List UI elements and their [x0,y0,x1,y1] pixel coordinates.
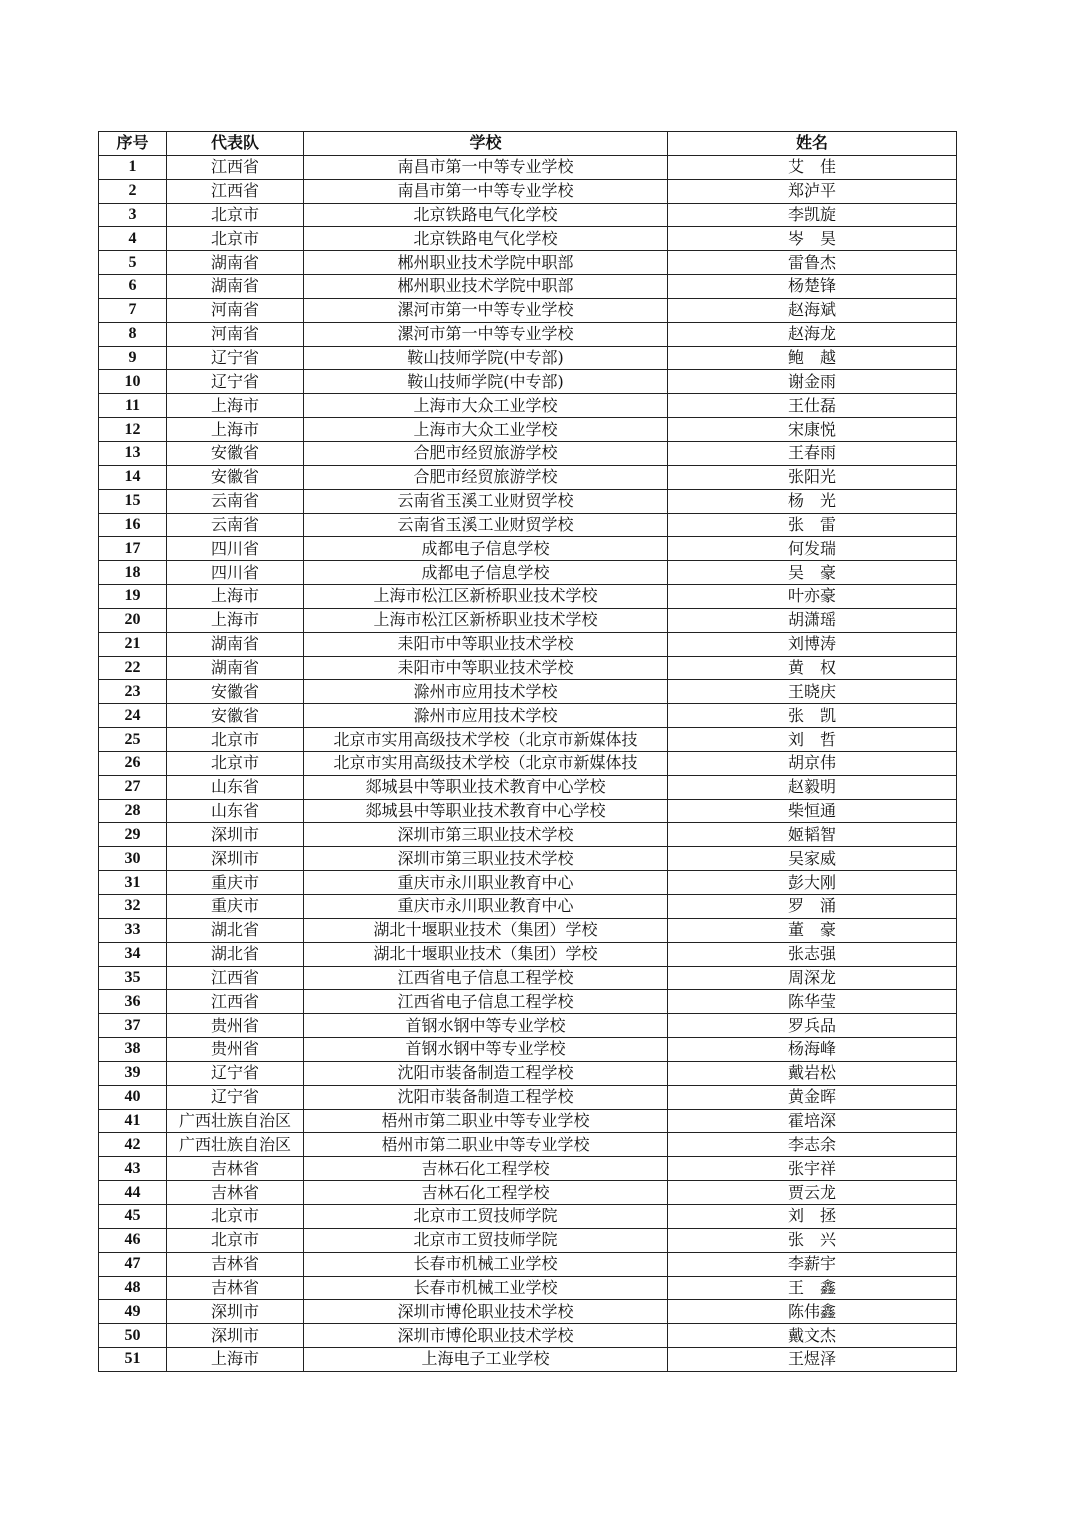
cell-name: 陈伟鑫 [668,1300,957,1324]
cell-number: 6 [99,275,167,299]
table-row [99,751,957,775]
cell-team: 北京市 [167,728,304,752]
table-row [99,680,957,704]
cell-team: 上海市 [167,608,304,632]
cell-name: 岑 昊 [668,227,957,251]
table-row [99,1204,957,1228]
cell-school: 滁州市应用技术学校 [304,704,668,728]
cell-number: 48 [99,1276,167,1300]
cell-number: 26 [99,751,167,775]
cell-school: 吉林石化工程学校 [304,1157,668,1181]
cell-team: 湖南省 [167,632,304,656]
cell-name: 宋康悦 [668,418,957,442]
cell-name: 雷鲁杰 [668,251,957,275]
cell-team: 江西省 [167,966,304,990]
cell-name: 罗兵品 [668,1014,957,1038]
table-row [99,775,957,799]
cell-number: 22 [99,656,167,680]
cell-number: 49 [99,1300,167,1324]
table-row [99,561,957,585]
table-row [99,1300,957,1324]
cell-team: 深圳市 [167,1300,304,1324]
cell-school: 重庆市永川职业教育中心 [304,871,668,895]
table-row [99,990,957,1014]
cell-name: 彭大刚 [668,871,957,895]
cell-team: 贵州省 [167,1038,304,1062]
cell-number: 8 [99,322,167,346]
cell-number: 17 [99,537,167,561]
header-number: 序号 [99,132,167,156]
cell-school: 长春市机械工业学校 [304,1252,668,1276]
table-row [99,251,957,275]
table-row [99,847,957,871]
cell-name: 吴家威 [668,847,957,871]
cell-number: 38 [99,1038,167,1062]
cell-number: 35 [99,966,167,990]
cell-number: 13 [99,441,167,465]
table-row [99,895,957,919]
cell-team: 河南省 [167,322,304,346]
table-row [99,275,957,299]
cell-name: 张阳光 [668,465,957,489]
cell-name: 戴文杰 [668,1324,957,1348]
cell-school: 北京市实用高级技术学校（北京市新媒体技 [304,728,668,752]
table-row [99,799,957,823]
table-row [99,394,957,418]
cell-name: 郑泸平 [668,179,957,203]
cell-team: 江西省 [167,155,304,179]
cell-number: 14 [99,465,167,489]
cell-number: 5 [99,251,167,275]
cell-team: 安徽省 [167,465,304,489]
cell-school: 北京市实用高级技术学校（北京市新媒体技 [304,751,668,775]
cell-name: 王仕磊 [668,394,957,418]
cell-number: 20 [99,608,167,632]
cell-number: 30 [99,847,167,871]
cell-number: 31 [99,871,167,895]
cell-number: 19 [99,585,167,609]
cell-name: 杨海峰 [668,1038,957,1062]
cell-number: 25 [99,728,167,752]
cell-team: 上海市 [167,585,304,609]
cell-school: 深圳市博伦职业技术学校 [304,1300,668,1324]
cell-number: 18 [99,561,167,585]
cell-number: 41 [99,1109,167,1133]
cell-school: 上海市松江区新桥职业技术学校 [304,608,668,632]
cell-number: 11 [99,394,167,418]
table-row [99,537,957,561]
cell-school: 沈阳市装备制造工程学校 [304,1061,668,1085]
cell-school: 云南省玉溪工业财贸学校 [304,513,668,537]
table-row [99,608,957,632]
cell-name: 李志余 [668,1133,957,1157]
cell-school: 郯城县中等职业技术教育中心学校 [304,799,668,823]
cell-school: 首钢水钢中等专业学校 [304,1038,668,1062]
cell-number: 4 [99,227,167,251]
table-body [99,155,957,1371]
cell-team: 江西省 [167,179,304,203]
cell-school: 梧州市第二职业中等专业学校 [304,1109,668,1133]
cell-team: 安徽省 [167,704,304,728]
cell-name: 周深龙 [668,966,957,990]
cell-school: 沈阳市装备制造工程学校 [304,1085,668,1109]
cell-school: 吉林石化工程学校 [304,1181,668,1205]
cell-number: 36 [99,990,167,1014]
cell-name: 叶亦豪 [668,585,957,609]
cell-number: 44 [99,1181,167,1205]
cell-name: 黄 权 [668,656,957,680]
cell-number: 29 [99,823,167,847]
table-header-row [99,132,957,156]
table-row [99,298,957,322]
cell-name: 赵毅明 [668,775,957,799]
cell-name: 刘 拯 [668,1204,957,1228]
cell-name: 李薪宇 [668,1252,957,1276]
table-row [99,585,957,609]
cell-name: 柴恒通 [668,799,957,823]
cell-name: 张 雷 [668,513,957,537]
cell-name: 赵海斌 [668,298,957,322]
roster-sheet [98,131,956,1372]
table-row [99,1252,957,1276]
cell-school: 鞍山技师学院(中专部) [304,370,668,394]
cell-team: 吉林省 [167,1252,304,1276]
cell-team: 江西省 [167,990,304,1014]
cell-team: 重庆市 [167,895,304,919]
cell-team: 四川省 [167,537,304,561]
cell-school: 郯城县中等职业技术教育中心学校 [304,775,668,799]
table-row [99,728,957,752]
cell-team: 北京市 [167,1228,304,1252]
table-row [99,918,957,942]
cell-team: 北京市 [167,227,304,251]
cell-school: 湖北十堰职业技术（集团）学校 [304,918,668,942]
cell-team: 上海市 [167,418,304,442]
cell-name: 谢金雨 [668,370,957,394]
table-row [99,370,957,394]
cell-name: 李凯旋 [668,203,957,227]
cell-school: 北京铁路电气化学校 [304,227,668,251]
table-row [99,1109,957,1133]
table-row [99,1061,957,1085]
cell-school: 合肥市经贸旅游学校 [304,465,668,489]
table-row [99,704,957,728]
cell-number: 3 [99,203,167,227]
table-row [99,1228,957,1252]
cell-team: 湖北省 [167,942,304,966]
cell-number: 37 [99,1014,167,1038]
header-name: 姓名 [668,132,957,156]
table-row [99,346,957,370]
cell-team: 云南省 [167,513,304,537]
cell-team: 深圳市 [167,823,304,847]
cell-team: 河南省 [167,298,304,322]
table-row [99,441,957,465]
cell-name: 黄金晖 [668,1085,957,1109]
cell-team: 辽宁省 [167,346,304,370]
cell-school: 深圳市第三职业技术学校 [304,823,668,847]
cell-name: 刘 哲 [668,728,957,752]
cell-school: 云南省玉溪工业财贸学校 [304,489,668,513]
cell-school: 北京市工贸技师学院 [304,1228,668,1252]
cell-school: 成都电子信息学校 [304,561,668,585]
table-row [99,656,957,680]
cell-school: 江西省电子信息工程学校 [304,966,668,990]
participant-table [98,131,957,1372]
cell-name: 何发瑞 [668,537,957,561]
table-row [99,322,957,346]
cell-name: 吴 豪 [668,561,957,585]
cell-team: 重庆市 [167,871,304,895]
cell-number: 10 [99,370,167,394]
cell-team: 广西壮族自治区 [167,1133,304,1157]
cell-school: 滁州市应用技术学校 [304,680,668,704]
cell-number: 42 [99,1133,167,1157]
table-row [99,1181,957,1205]
cell-name: 张 兴 [668,1228,957,1252]
cell-number: 43 [99,1157,167,1181]
cell-name: 王 鑫 [668,1276,957,1300]
table-row [99,632,957,656]
cell-team: 安徽省 [167,441,304,465]
cell-name: 杨楚锋 [668,275,957,299]
cell-school: 上海市松江区新桥职业技术学校 [304,585,668,609]
cell-number: 33 [99,918,167,942]
cell-team: 辽宁省 [167,370,304,394]
table-row [99,465,957,489]
cell-school: 梧州市第二职业中等专业学校 [304,1133,668,1157]
cell-school: 上海市大众工业学校 [304,394,668,418]
cell-name: 霍培深 [668,1109,957,1133]
cell-number: 28 [99,799,167,823]
header-team: 代表队 [167,132,304,156]
table-row [99,871,957,895]
cell-team: 云南省 [167,489,304,513]
cell-team: 贵州省 [167,1014,304,1038]
cell-team: 湖南省 [167,656,304,680]
cell-name: 张宇祥 [668,1157,957,1181]
cell-school: 北京市工贸技师学院 [304,1204,668,1228]
cell-school: 南昌市第一中等专业学校 [304,179,668,203]
cell-number: 50 [99,1324,167,1348]
cell-team: 山东省 [167,775,304,799]
table-row [99,823,957,847]
cell-number: 21 [99,632,167,656]
cell-school: 上海市大众工业学校 [304,418,668,442]
cell-number: 15 [99,489,167,513]
cell-number: 32 [99,895,167,919]
header-school: 学校 [304,132,668,156]
cell-team: 辽宁省 [167,1085,304,1109]
cell-number: 24 [99,704,167,728]
cell-name: 姬韬智 [668,823,957,847]
cell-name: 王煜泽 [668,1348,957,1372]
cell-team: 吉林省 [167,1276,304,1300]
cell-name: 戴岩松 [668,1061,957,1085]
cell-number: 47 [99,1252,167,1276]
cell-school: 北京铁路电气化学校 [304,203,668,227]
cell-number: 12 [99,418,167,442]
table-row [99,942,957,966]
cell-team: 上海市 [167,394,304,418]
cell-number: 34 [99,942,167,966]
table-row [99,1276,957,1300]
cell-school: 合肥市经贸旅游学校 [304,441,668,465]
cell-name: 胡京伟 [668,751,957,775]
table-row [99,179,957,203]
cell-number: 1 [99,155,167,179]
cell-school: 深圳市第三职业技术学校 [304,847,668,871]
cell-team: 北京市 [167,1204,304,1228]
cell-team: 辽宁省 [167,1061,304,1085]
cell-name: 罗 涌 [668,895,957,919]
cell-team: 山东省 [167,799,304,823]
cell-school: 江西省电子信息工程学校 [304,990,668,1014]
table-row [99,1324,957,1348]
cell-school: 耒阳市中等职业技术学校 [304,632,668,656]
cell-team: 北京市 [167,203,304,227]
cell-school: 南昌市第一中等专业学校 [304,155,668,179]
table-row [99,1133,957,1157]
cell-name: 艾 佳 [668,155,957,179]
cell-number: 27 [99,775,167,799]
cell-team: 安徽省 [167,680,304,704]
cell-team: 湖北省 [167,918,304,942]
cell-name: 陈华莹 [668,990,957,1014]
table-row [99,1348,957,1372]
cell-school: 漯河市第一中等专业学校 [304,298,668,322]
cell-school: 长春市机械工业学校 [304,1276,668,1300]
cell-school: 上海电子工业学校 [304,1348,668,1372]
cell-name: 赵海龙 [668,322,957,346]
cell-name: 张 凯 [668,704,957,728]
cell-team: 上海市 [167,1348,304,1372]
cell-school: 深圳市博伦职业技术学校 [304,1324,668,1348]
cell-number: 9 [99,346,167,370]
cell-school: 鞍山技师学院(中专部) [304,346,668,370]
cell-number: 2 [99,179,167,203]
cell-name: 刘博涛 [668,632,957,656]
table-row [99,155,957,179]
table-row [99,227,957,251]
cell-school: 首钢水钢中等专业学校 [304,1014,668,1038]
table-row [99,966,957,990]
cell-school: 郴州职业技术学院中职部 [304,275,668,299]
cell-team: 深圳市 [167,847,304,871]
cell-number: 39 [99,1061,167,1085]
cell-school: 重庆市永川职业教育中心 [304,895,668,919]
table-row [99,1157,957,1181]
table-row [99,203,957,227]
cell-team: 吉林省 [167,1181,304,1205]
table-row [99,1014,957,1038]
cell-name: 鲍 越 [668,346,957,370]
table-row [99,1038,957,1062]
cell-number: 7 [99,298,167,322]
cell-number: 45 [99,1204,167,1228]
table-row [99,418,957,442]
cell-number: 23 [99,680,167,704]
cell-team: 北京市 [167,751,304,775]
table-row [99,489,957,513]
cell-school: 耒阳市中等职业技术学校 [304,656,668,680]
cell-name: 贾云龙 [668,1181,957,1205]
cell-name: 张志强 [668,942,957,966]
table-row [99,1085,957,1109]
cell-team: 吉林省 [167,1157,304,1181]
table-row [99,513,957,537]
cell-name: 杨 光 [668,489,957,513]
cell-school: 漯河市第一中等专业学校 [304,322,668,346]
cell-name: 董 豪 [668,918,957,942]
cell-school: 成都电子信息学校 [304,537,668,561]
cell-number: 40 [99,1085,167,1109]
cell-team: 广西壮族自治区 [167,1109,304,1133]
cell-school: 郴州职业技术学院中职部 [304,251,668,275]
cell-number: 16 [99,513,167,537]
cell-name: 王晓庆 [668,680,957,704]
cell-school: 湖北十堰职业技术（集团）学校 [304,942,668,966]
cell-team: 深圳市 [167,1324,304,1348]
cell-number: 46 [99,1228,167,1252]
cell-name: 胡潇瑶 [668,608,957,632]
cell-number: 51 [99,1348,167,1372]
cell-team: 湖南省 [167,251,304,275]
cell-name: 王春雨 [668,441,957,465]
cell-team: 湖南省 [167,275,304,299]
cell-team: 四川省 [167,561,304,585]
